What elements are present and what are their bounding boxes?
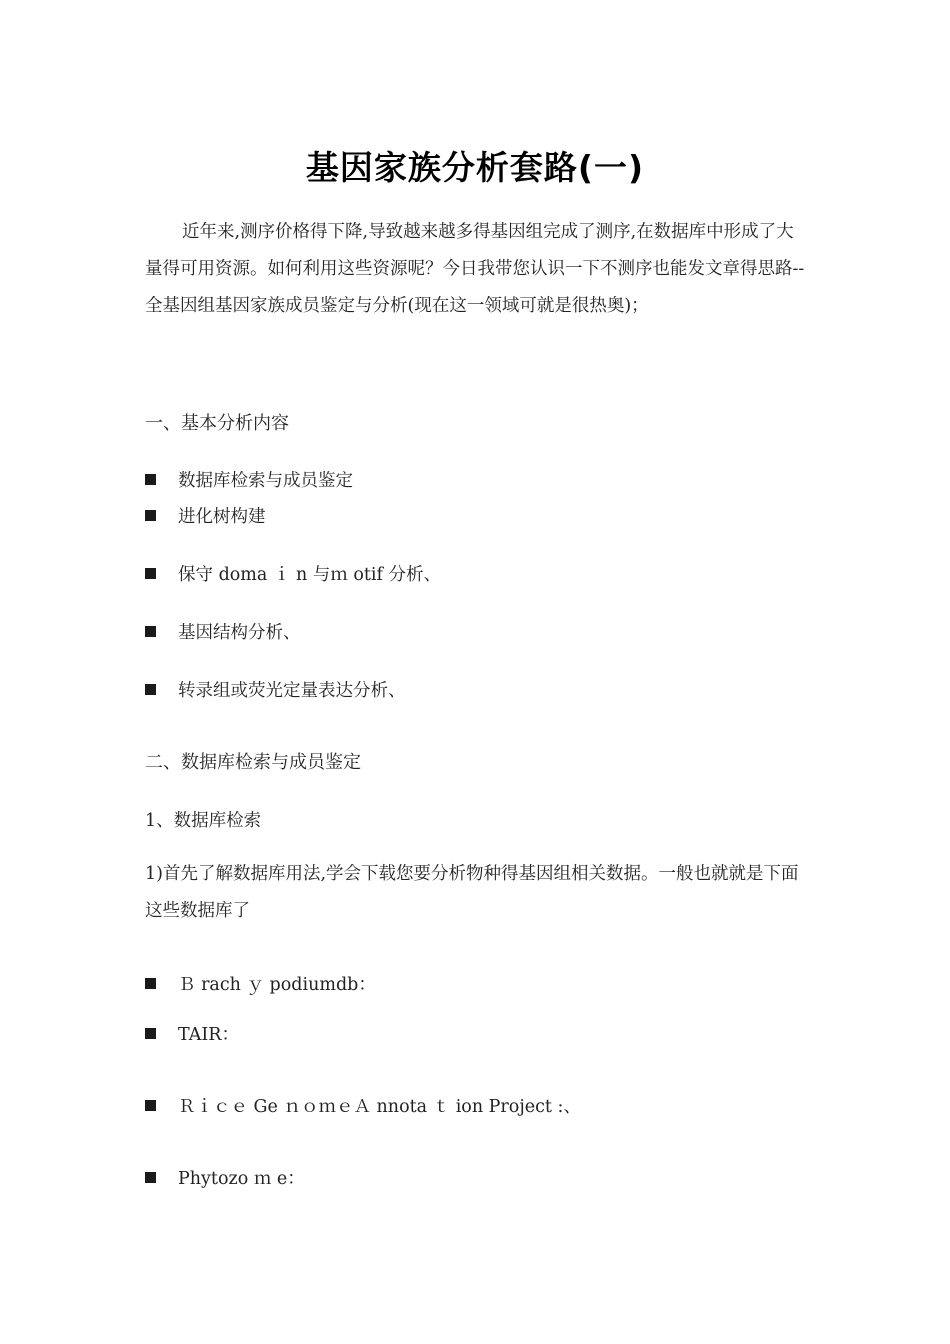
- intro-paragraph: 近年来,测序价格得下降,导致越来越多得基因组完成了测序,在数据库中形成了大量得可用资源。如何利用这些资源呢？今日我带您认识一下不测序也能发文章得思路--全基因组基因家族成员鉴定与分析(现在这一领域可就是很热奥)；: [145, 222, 805, 316]
- database-name: TAIR：: [178, 1025, 239, 1045]
- list-item: [145, 561, 441, 586]
- step1-paragraph: 1)首先了解数据库用法,学会下载您要分析物种得基因组相关数据。一般也就就是下面这些数据库了: [145, 864, 799, 921]
- list-item-text: 基因结构分析、: [178, 623, 301, 643]
- list-item-text: 进化树构建: [178, 507, 266, 527]
- list-item: [145, 677, 406, 702]
- square-bullet-icon: [145, 978, 156, 989]
- database-name: Ｒｉｃｅ Ge ｎｏｍｅＡ nnota ｔ ion Project :、: [178, 1097, 581, 1117]
- list-item-text: 保守 doma ｉ n 与ｍ otif 分析、: [178, 565, 442, 585]
- database-name: Phytozo ｍ e：: [178, 1169, 305, 1189]
- list-item: [145, 467, 353, 492]
- document-title: 基因家族分析套路(一): [305, 148, 645, 187]
- list-item-text: 转录组或荧光定量表达分析、: [178, 681, 406, 701]
- list-item: [145, 1021, 239, 1046]
- square-bullet-icon: [145, 1100, 156, 1111]
- list-item: [145, 971, 376, 996]
- database-name: Ｂ rach ｙ podiumdb：: [178, 975, 376, 995]
- square-bullet-icon: [145, 510, 156, 521]
- square-bullet-icon: [145, 474, 156, 485]
- list-item: [145, 1165, 305, 1190]
- list-item-text: 数据库检索与成员鉴定: [178, 471, 353, 491]
- list-item: [145, 619, 301, 644]
- section1-heading: 一、基本分析内容: [145, 413, 289, 434]
- subsection-heading: 1、数据库检索: [145, 811, 262, 831]
- section2-heading: 二、数据库检索与成员鉴定: [145, 752, 361, 773]
- square-bullet-icon: [145, 626, 156, 637]
- list-item: [145, 1093, 581, 1118]
- list-item: [145, 503, 266, 528]
- square-bullet-icon: [145, 1028, 156, 1039]
- square-bullet-icon: [145, 568, 156, 579]
- square-bullet-icon: [145, 1172, 156, 1183]
- square-bullet-icon: [145, 684, 156, 695]
